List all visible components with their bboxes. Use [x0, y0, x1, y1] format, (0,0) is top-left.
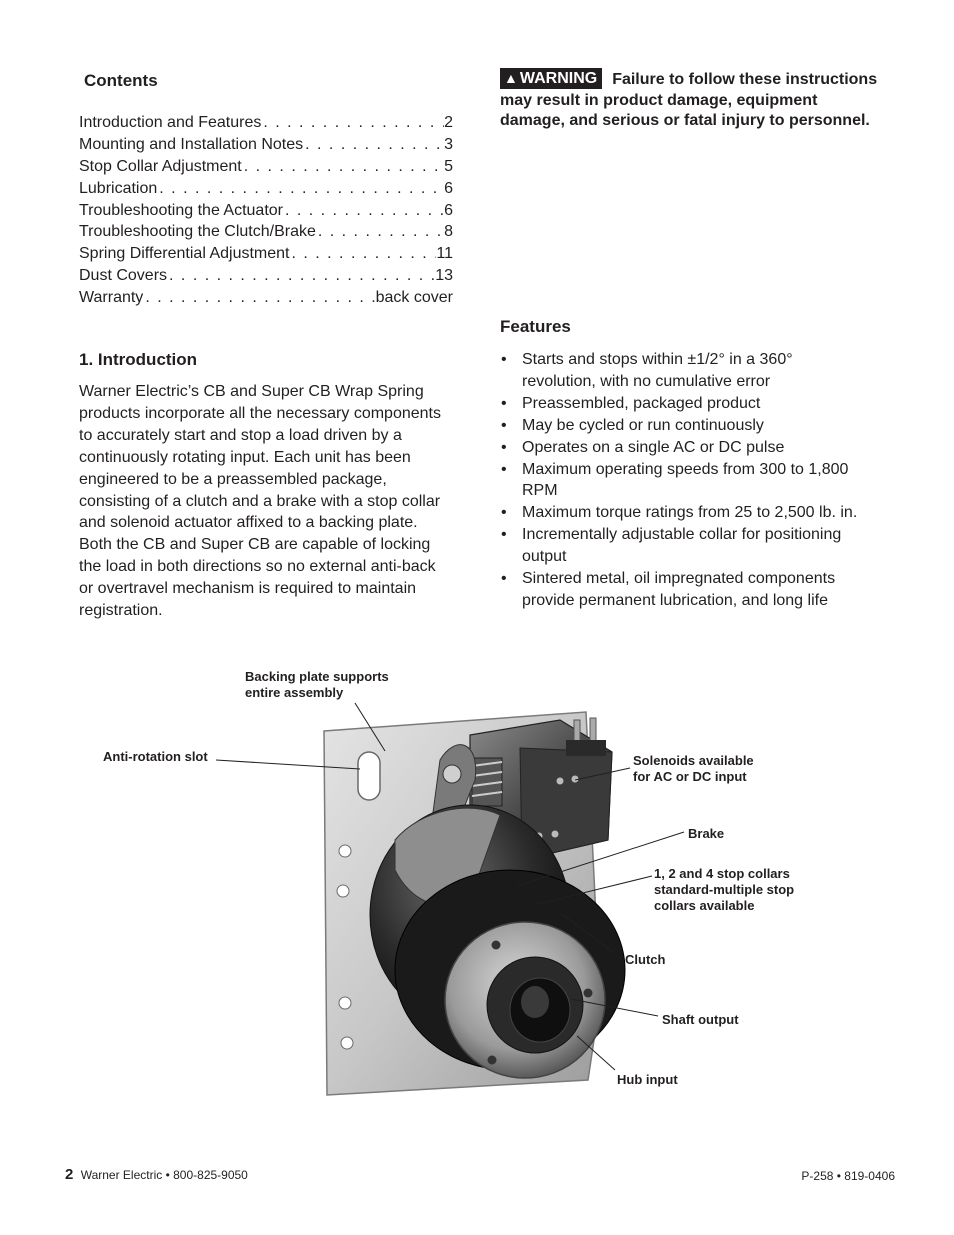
contents-heading: Contents — [84, 71, 158, 90]
feature-item: • Operates on a single AC or DC pulse — [500, 437, 870, 459]
callout-backing-plate: Backing plate supports entire assembly — [245, 669, 389, 700]
toc-title: Spring Differential Adjustment — [79, 245, 290, 263]
toc-title: Introduction and Features — [79, 114, 262, 131]
feature-item: • Maximum torque ratings from 25 to 2,500 lb. in. — [500, 502, 870, 524]
warning-text: Failure to follow these instructions may result in product damage, equipment damage, and serious or fatal injury to personnel. — [500, 71, 878, 129]
toc-title: Troubleshooting the Clutch/Brake — [79, 223, 316, 241]
feature-item: • Sintered metal, oil impregnated components provide permanent lubrication, and long life — [500, 568, 870, 612]
features-heading: Features — [500, 317, 571, 336]
callout-stop-collars: 1, 2 and 4 stop collars standard-multiple stop collars available — [654, 866, 795, 913]
toc-page: 13 — [435, 267, 453, 285]
feature-item: • Incrementally adjustable collar for positioning output — [500, 524, 870, 568]
callout-shaft-output: Shaft output — [662, 1012, 739, 1027]
feature-item: • May be cycled or run continuously — [500, 415, 870, 437]
toc-title: Dust Covers — [79, 267, 168, 285]
toc-title: Lubrication — [79, 179, 158, 197]
footer-company: Warner Electric • 800-825-9050 — [80, 1168, 248, 1182]
introduction-body: Warner Electric’s CB and Super CB Wrap Spring products incorporate all the necessary components to accurately start and stop a load driven by a continuously rotating input. Each unit has been engineered to be a preassembled package, consisting of a clutch and a brake with a stop collar and solenoid actuator affixed to a backing plate. Both the CB and Super CB are capable of locking the load in both directions so no external anti-back or overtravel mechanism is required to maintain registration. — [79, 383, 441, 620]
toc-page: 6 — [444, 179, 453, 197]
toc-page: 8 — [444, 223, 453, 241]
introduction-heading: 1. Introduction — [79, 350, 198, 369]
toc-page: 6 — [444, 201, 453, 219]
toc-title: Mounting and Installation Notes — [79, 135, 304, 153]
feature-item: • Preassembled, packaged product — [500, 393, 870, 415]
page-number: 2 — [65, 1166, 74, 1183]
callout-solenoids: Solenoids available for AC or DC input — [633, 753, 754, 784]
warning-badge: ▲ WARNING — [500, 68, 602, 89]
callout-anti-rotation-slot: Anti-rotation slot — [103, 749, 208, 764]
feature-item: • Starts and stops within ±1/2° in a 360° revolution, with no cumulative error — [500, 349, 870, 393]
toc-page: 3 — [444, 135, 453, 153]
callout-hub-input: Hub input — [617, 1072, 678, 1087]
callout-clutch: Clutch — [625, 952, 666, 967]
footer-left — [65, 1166, 248, 1183]
toc-title: Troubleshooting the Actuator — [79, 201, 283, 219]
toc-title: Warranty — [79, 289, 144, 307]
callout-brake: Brake — [688, 826, 725, 841]
toc-page: 11 — [436, 245, 453, 263]
toc-title: Stop Collar Adjustment — [79, 157, 242, 175]
toc-page: 2 — [444, 114, 453, 131]
toc-page: 5 — [444, 157, 453, 175]
toc-page: back cover — [375, 289, 453, 307]
footer-doc-code: P-258 • 819-0406 — [801, 1169, 895, 1183]
warning-triangle-icon: ▲ — [504, 70, 518, 86]
feature-item: • Maximum operating speeds from 300 to 1,800 RPM — [500, 459, 870, 503]
